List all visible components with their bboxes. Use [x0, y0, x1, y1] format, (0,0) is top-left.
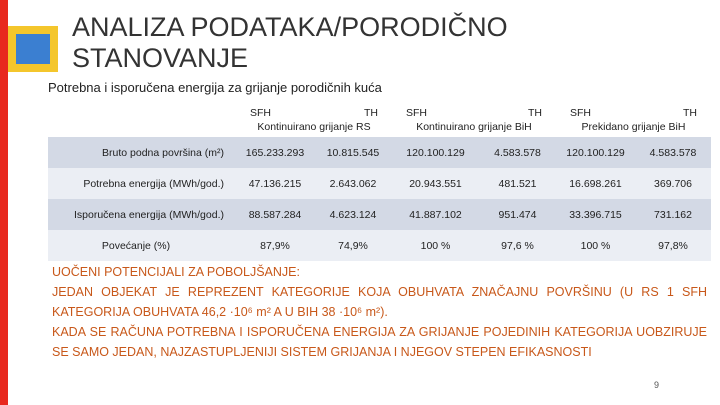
header-group-label: Kontinuirano grijanje BiH: [416, 121, 532, 133]
table-cell: 47.136.215: [236, 168, 314, 199]
row-label: Bruto podna površina (m²): [48, 137, 236, 168]
decorative-square: [8, 26, 58, 72]
row-label: Potrebna energija (MWh/god.): [48, 168, 236, 199]
table-cell: 88.587.284: [236, 199, 314, 230]
table-header-group: [236, 103, 392, 137]
table-header-empty: [48, 103, 236, 137]
header-th: TH: [683, 107, 697, 119]
header-th: TH: [528, 107, 542, 119]
table-cell: 33.396.715: [556, 199, 635, 230]
page-number: 9: [654, 380, 660, 390]
slide-subtitle: Potrebna i isporučena energija za grijanje porodičnih kuća: [48, 80, 382, 95]
table-cell: 97,8%: [635, 230, 711, 261]
table-cell: 41.887.102: [392, 199, 479, 230]
energy-table: [48, 103, 711, 261]
header-th: TH: [364, 107, 378, 119]
table-cell: 2.643.062: [314, 168, 392, 199]
header-group-label: Prekidano grijanje BiH: [581, 121, 686, 133]
table-cell: 16.698.261: [556, 168, 635, 199]
header-sfh: SFH: [250, 107, 271, 119]
table-cell: 951.474: [479, 199, 556, 230]
table-header-group: [392, 103, 556, 137]
table-row: [48, 230, 711, 261]
table-cell: 20.943.551: [392, 168, 479, 199]
table-row: [48, 137, 711, 168]
table-cell: 100 %: [556, 230, 635, 261]
table-cell: 74,9%: [314, 230, 392, 261]
table-cell: 120.100.129: [556, 137, 635, 168]
table-header-row: [48, 103, 711, 137]
table-row: [48, 168, 711, 199]
left-accent-bar: [0, 0, 8, 405]
row-label: Povećanje (%): [48, 230, 236, 261]
table-cell: 165.233.293: [236, 137, 314, 168]
header-sfh: SFH: [406, 107, 427, 119]
notes-line: KADA SE RAČUNA POTREBNA I ISPORUČENA ENERGIJA ZA GRIJANJE POJEDINIH KATEGORIJA UOBZIRUJE SE SAMO JEDAN, NAJZASTUPLJENIJI SISTEM GRIJANJA I NJEGOV STEPEN EFIKASNOSTI: [52, 325, 707, 359]
table-cell: 4.623.124: [314, 199, 392, 230]
table-cell: 97,6 %: [479, 230, 556, 261]
header-sfh: SFH: [570, 107, 591, 119]
header-group-label: Kontinuirano grijanje RS: [257, 121, 371, 133]
table-cell: 731.162: [635, 199, 711, 230]
table-cell: 100 %: [392, 230, 479, 261]
table-cell: 120.100.129: [392, 137, 479, 168]
table-cell: 87,9%: [236, 230, 314, 261]
table-cell: 369.706: [635, 168, 711, 199]
improvement-notes: [52, 262, 707, 362]
table-cell: 481.521: [479, 168, 556, 199]
notes-line: JEDAN OBJEKAT JE REPREZENT KATEGORIJE KOJA OBUHVATA ZNAČAJNU POVRŠINU (U RS 1 SFH KATEGORIJA OBUHVATA 46,2 ·10⁶ m² A U BIH 38 ·10⁶ m²).: [52, 285, 707, 319]
table-cell: 4.583.578: [635, 137, 711, 168]
table-row: [48, 199, 711, 230]
slide-title: ANALIZA PODATAKA/PORODIČNO STANOVANJE: [72, 12, 508, 73]
row-label: Isporučena energija (MWh/god.): [48, 199, 236, 230]
table-cell: 10.815.545: [314, 137, 392, 168]
decorative-square-inner: [16, 34, 50, 64]
table-header-group: [556, 103, 711, 137]
notes-heading: UOČENI POTENCIJALI ZA POBOLJŠANJE:: [52, 265, 300, 279]
table-cell: 4.583.578: [479, 137, 556, 168]
